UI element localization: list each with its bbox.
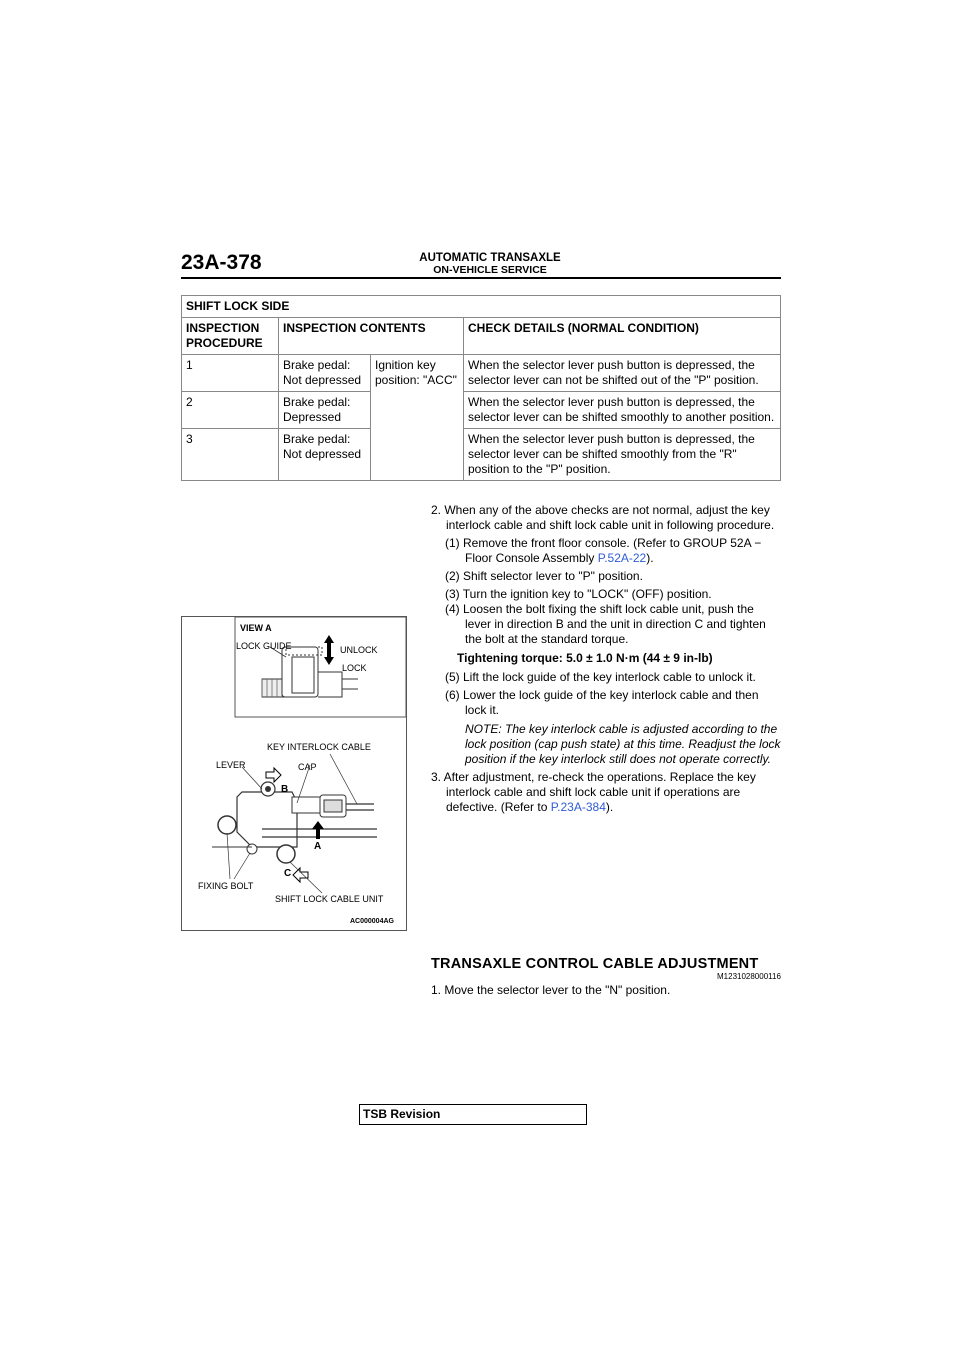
table-caption-row [182,296,781,318]
brake-cell: Brake pedal: Not depressed [279,429,371,481]
lock-guide-label: LOCK GUIDE [236,641,292,651]
ignition-cell: Ignition key position: "ACC" [371,355,464,481]
lock-label: LOCK [342,663,367,673]
table-row [182,392,781,429]
floor-console-link[interactable]: P.52A-22 [597,551,647,565]
step-3-end: ). [605,800,614,814]
direction-b-label: B [281,784,289,795]
figure-code: AC000004AG [350,918,394,925]
shift-lock-cable-unit-label: SHIFT LOCK CABLE UNIT [275,894,384,904]
replacement-link[interactable]: P.23A-384 [550,800,606,814]
direction-a-label: A [314,841,322,852]
step-2-4: (4) Loosen the bolt fixing the shift lock cable unit, push the lever in direction B and the unit in direction C and tighten the bolt at the standard torque. [445,602,766,646]
step-2-1-text: (1) Remove the front floor console. (Refer to GROUP 52A − Floor Console Assembly [445,536,762,565]
tsb-revision-box [359,1104,587,1125]
header-rule [181,277,781,279]
table-header-row [182,318,781,355]
step-3 [431,770,781,815]
unlock-label: UNLOCK [340,645,378,655]
step-2-1-end: ). [646,551,654,565]
shift-lock-figure [181,616,407,931]
page-number: 23A-378 [181,251,262,274]
note: NOTE: The key interlock cable is adjusted according to the lock position (cap push state) at this time. Readjust the lock position if the key interlock still does not operate correctly. [465,722,781,766]
direction-c-label: C [284,868,292,879]
check-cell: When the selector lever push button is depressed, the selector lever can be shifted smoothly from the "R" position to the "P" position. [464,429,781,481]
section-step-1: 1. Move the selector lever to the "N" position. [431,983,671,997]
key-interlock-cable-label: KEY INTERLOCK CABLE [267,742,371,752]
fixing-bolt-label: FIXING BOLT [198,881,254,891]
check-cell: When the selector lever push button is depressed, the selector lever can not be shifted out of the "P" position. [464,355,781,392]
step-2: 2. When any of the above checks are not normal, adjust the key interlock cable and shift lock cable unit in following procedure. [431,503,775,532]
step-2-2: (2) Shift selector lever to "P" position. [445,569,643,583]
section-title: TRANSAXLE CONTROL CABLE ADJUSTMENT [431,956,759,972]
step-2-5: (5) Lift the lock guide of the key interlock cable to unlock it. [445,670,756,684]
brake-cell: Brake pedal: Not depressed [279,355,371,392]
brake-cell: Brake pedal: Depressed [279,392,371,429]
tightening-torque: Tightening torque: 5.0 ± 1.0 N·m (44 ± 9 in-lb) [457,651,713,665]
lever-label: LEVER [216,760,246,770]
tsb-revision-label: TSB Revision [363,1107,441,1121]
header-procedure: INSPECTION PROCEDURE [182,318,279,355]
procedure-cell: 1 [182,355,279,392]
section-code: M1231028000116 [717,972,781,981]
header-contents: INSPECTION CONTENTS [279,318,464,355]
chapter-title [380,252,600,276]
check-cell: When the selector lever push button is depressed, the selector lever can be shifted smoothly to another position. [464,392,781,429]
step-2-3: (3) Turn the ignition key to "LOCK" (OFF) position. [445,587,712,601]
procedure-cell: 3 [182,429,279,481]
chapter-name: AUTOMATIC TRANSAXLE [419,252,561,264]
section-name: ON-VEHICLE SERVICE [433,264,547,276]
step-3-text: 3. After adjustment, re-check the operations. Replace the key interlock cable and shift lock cable unit if operations are defective. (Refer to [431,770,756,814]
step-2-6: (6) Lower the lock guide of the key interlock cable and then lock it. [445,688,759,717]
table-row [182,355,781,392]
procedure-cell: 2 [182,392,279,429]
header-check: CHECK DETAILS (NORMAL CONDITION) [464,318,781,355]
step-2-1 [445,536,781,566]
procedure-steps [431,503,781,815]
view-a-label: VIEW A [240,623,272,633]
inspection-table [181,295,781,481]
table-row [182,429,781,481]
cap-label: CAP [298,762,317,772]
table-caption: SHIFT LOCK SIDE [182,296,781,318]
